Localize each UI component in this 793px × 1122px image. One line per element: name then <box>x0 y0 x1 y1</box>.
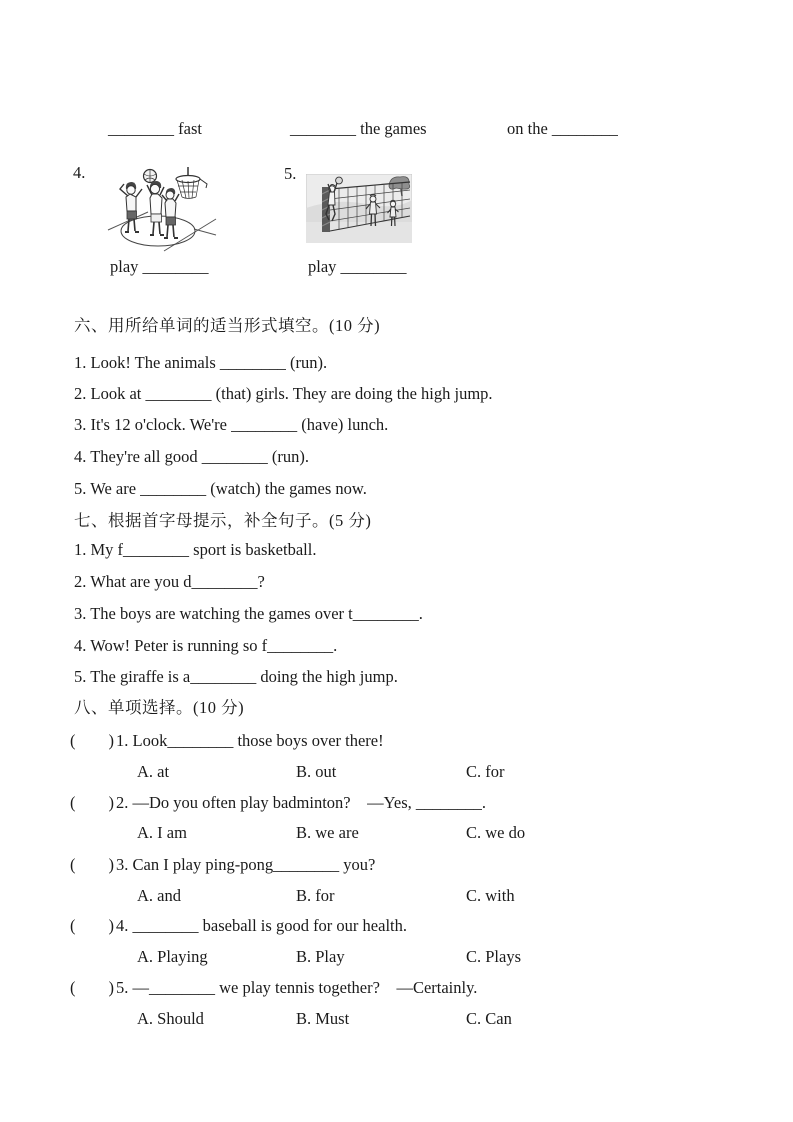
basketball-image <box>106 167 218 253</box>
mc-question-2-option-b: B. we are <box>296 823 359 842</box>
picture-item-5-caption: play ________ <box>308 257 407 276</box>
section-seven-item-5: 5. The giraffe is a________ doing the high jump. <box>74 667 398 686</box>
mc-question-4-text: 4. ________ baseball is good for our health. <box>116 916 407 935</box>
section-seven-item-3: 3. The boys are watching the games over t________. <box>74 604 423 623</box>
mc-question-2 <box>70 793 486 813</box>
mc-question-5 <box>70 978 477 998</box>
section-seven-item-4: 4. Wow! Peter is running so f________. <box>74 636 338 655</box>
answer-bracket: ( ) <box>70 855 114 874</box>
section-eight-heading: 八、单项选择。(10 分) <box>74 698 245 717</box>
section-six-item-3: 3. It's 12 o'clock. We're ________ (have) lunch. <box>74 415 389 434</box>
mc-question-4-option-a: A. Playing <box>137 947 208 966</box>
mc-question-1 <box>70 731 384 751</box>
section-seven-item-1: 1. My f________ sport is basketball. <box>74 540 317 559</box>
answer-bracket: ( ) <box>70 978 114 997</box>
section-seven-heading: 七、根据首字母提示，补全句子。(5 分) <box>74 511 372 530</box>
answer-bracket: ( ) <box>70 731 114 750</box>
mc-question-1-option-c: C. for <box>466 762 505 781</box>
mc-question-4-option-c: C. Plays <box>466 947 522 966</box>
mc-question-1-option-a: A. at <box>137 762 170 781</box>
section-seven-item-2: 2. What are you d________? <box>74 572 265 591</box>
answer-bracket: ( ) <box>70 793 114 812</box>
mc-question-5-option-b: B. Must <box>296 1009 350 1028</box>
mc-question-2-text: 2. —Do you often play badminton? —Yes, ________. <box>116 793 487 812</box>
section-six-item-1: 1. Look! The animals ________ (run). <box>74 353 328 372</box>
mc-question-4-option-b: B. Play <box>296 947 345 966</box>
mc-question-3-option-b: B. for <box>296 886 335 905</box>
mc-question-1-text: 1. Look________ those boys over there! <box>116 731 384 750</box>
section-six-heading: 六、用所给单词的适当形式填空。(10 分) <box>74 316 381 335</box>
blank-phrase-on-the: on the ________ <box>507 119 618 138</box>
section-six-item-2: 2. Look at ________ (that) girls. They are doing the high jump. <box>74 384 493 403</box>
mc-question-5-option-c: C. Can <box>466 1009 512 1028</box>
mc-question-5-text: 5. —________ we play tennis together? —Certainly. <box>116 978 478 997</box>
mc-question-3 <box>70 855 375 875</box>
picture-item-5-number: 5. <box>284 164 297 183</box>
mc-question-5-option-a: A. Should <box>137 1009 204 1028</box>
mc-question-3-option-c: C. with <box>466 886 515 905</box>
section-six-item-4: 4. They're all good ________ (run). <box>74 447 309 466</box>
section-six-item-5: 5. We are ________ (watch) the games now. <box>74 479 367 498</box>
volleyball-image <box>306 174 412 243</box>
blank-phrase-fast: ________ fast <box>108 119 202 138</box>
picture-item-4-caption: play ________ <box>110 257 209 276</box>
blank-phrase-the-games: ________ the games <box>290 119 427 138</box>
mc-question-2-option-c: C. we do <box>466 823 526 842</box>
mc-question-1-option-b: B. out <box>296 762 337 781</box>
mc-question-3-option-a: A. and <box>137 886 181 905</box>
mc-question-3-text: 3. Can I play ping-pong________ you? <box>116 855 376 874</box>
answer-bracket: ( ) <box>70 916 114 935</box>
mc-question-2-option-a: A. I am <box>137 823 187 842</box>
mc-question-4 <box>70 916 407 936</box>
picture-item-4-number: 4. <box>73 163 86 182</box>
